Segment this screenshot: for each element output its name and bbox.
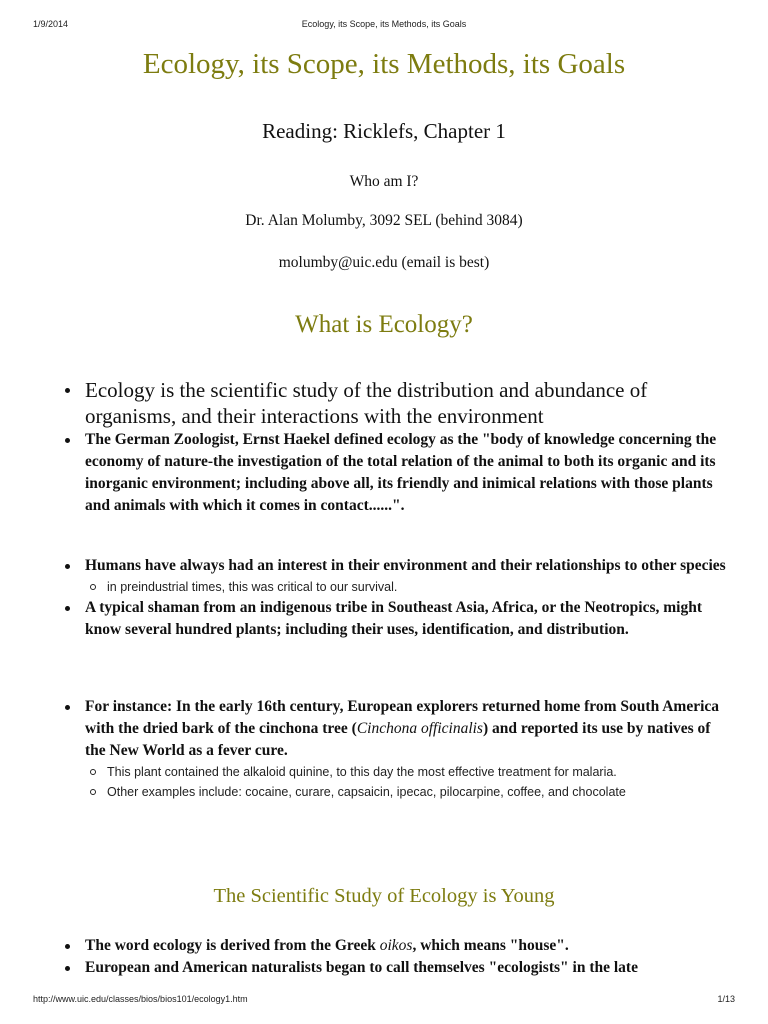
sublist-item: in preindustrial times, this was critical to our survival. (85, 577, 732, 597)
list-item-greek: The word ecology is derived from the Greek oikos, which means "house". (62, 935, 732, 957)
list-item-naturalists: European and American naturalists began to call themselves "ecologists" in the late (62, 957, 732, 979)
list-item-humans: Humans have always had an interest in their environment and their relationships to other species in preindustrial times, this was critical to our survival. (62, 555, 732, 597)
greek-word: oikos (379, 937, 413, 954)
list-item-haeckel: The German Zoologist, Ernst Haekel defined ecology as the "body of knowledge concerning the economy of nature-the investigation of the total relation of the animal to both its organic and its inorganic environment; including above all, its friendly and inimical relations with those plants and animals with which it comes in contact......". (62, 429, 732, 517)
sublist-item: This plant contained the alkaloid quinine, to this day the most effective treatment for malaria. (85, 762, 732, 782)
list-item-definition: Ecology is the scientific study of the distribution and abundance of organisms, and their interactions with the environment (62, 377, 732, 429)
reading-assignment: Reading: Ricklefs, Chapter 1 (262, 119, 506, 143)
who-am-i: Who am I? (349, 173, 419, 190)
section-heading-what-is-ecology: What is Ecology? (295, 311, 473, 338)
humans-list (62, 555, 732, 641)
instructor-info: Dr. Alan Molumby, 3092 SEL (behind 3084) (245, 212, 523, 229)
cinchona-species-name: Cinchona officinalis (356, 720, 483, 737)
instance-list (62, 696, 732, 802)
page-number: 1/13 (717, 994, 735, 1004)
print-footer (33, 994, 735, 1006)
instructor-email: molumby@uic.edu (email is best) (278, 254, 490, 271)
list-item-shaman: A typical shaman from an indigenous tribe in Southeast Asia, Africa, or the Neotropics, might know several hundred plants; including their uses, identification, and distribution. (62, 597, 732, 641)
print-date: 1/9/2014 (33, 19, 69, 29)
list-item-cinchona: For instance: In the early 16th century, European explorers returned home from South America with the dried bark of the cinchona tree (Cinchona officinalis) and reported its use by natives of the New World as a fever cure. This plant contained the alkaloid quinine, to this day the most effective treatment for malaria. Other examples include: cocaine, curare, capsaicin, ipecac, pilocarpine, coffee, and chocolate (62, 696, 732, 802)
humans-sublist (85, 577, 732, 597)
page-title: Ecology, its Scope, its Methods, its Goals (142, 48, 626, 80)
sublist-item: Other examples include: cocaine, curare, capsaicin, ipecac, pilocarpine, coffee, and chocolate (85, 782, 732, 802)
ecology-list (62, 377, 732, 517)
history-list (62, 935, 732, 979)
cinchona-sublist (85, 762, 732, 802)
page-url: http://www.uic.edu/classes/bios/bios101/ecology1.htm (33, 994, 248, 1004)
section-heading-scientific-study: The Scientific Study of Ecology is Young (213, 885, 555, 907)
print-header (33, 19, 735, 31)
print-page-title: Ecology, its Scope, its Methods, its Goals (301, 19, 467, 29)
